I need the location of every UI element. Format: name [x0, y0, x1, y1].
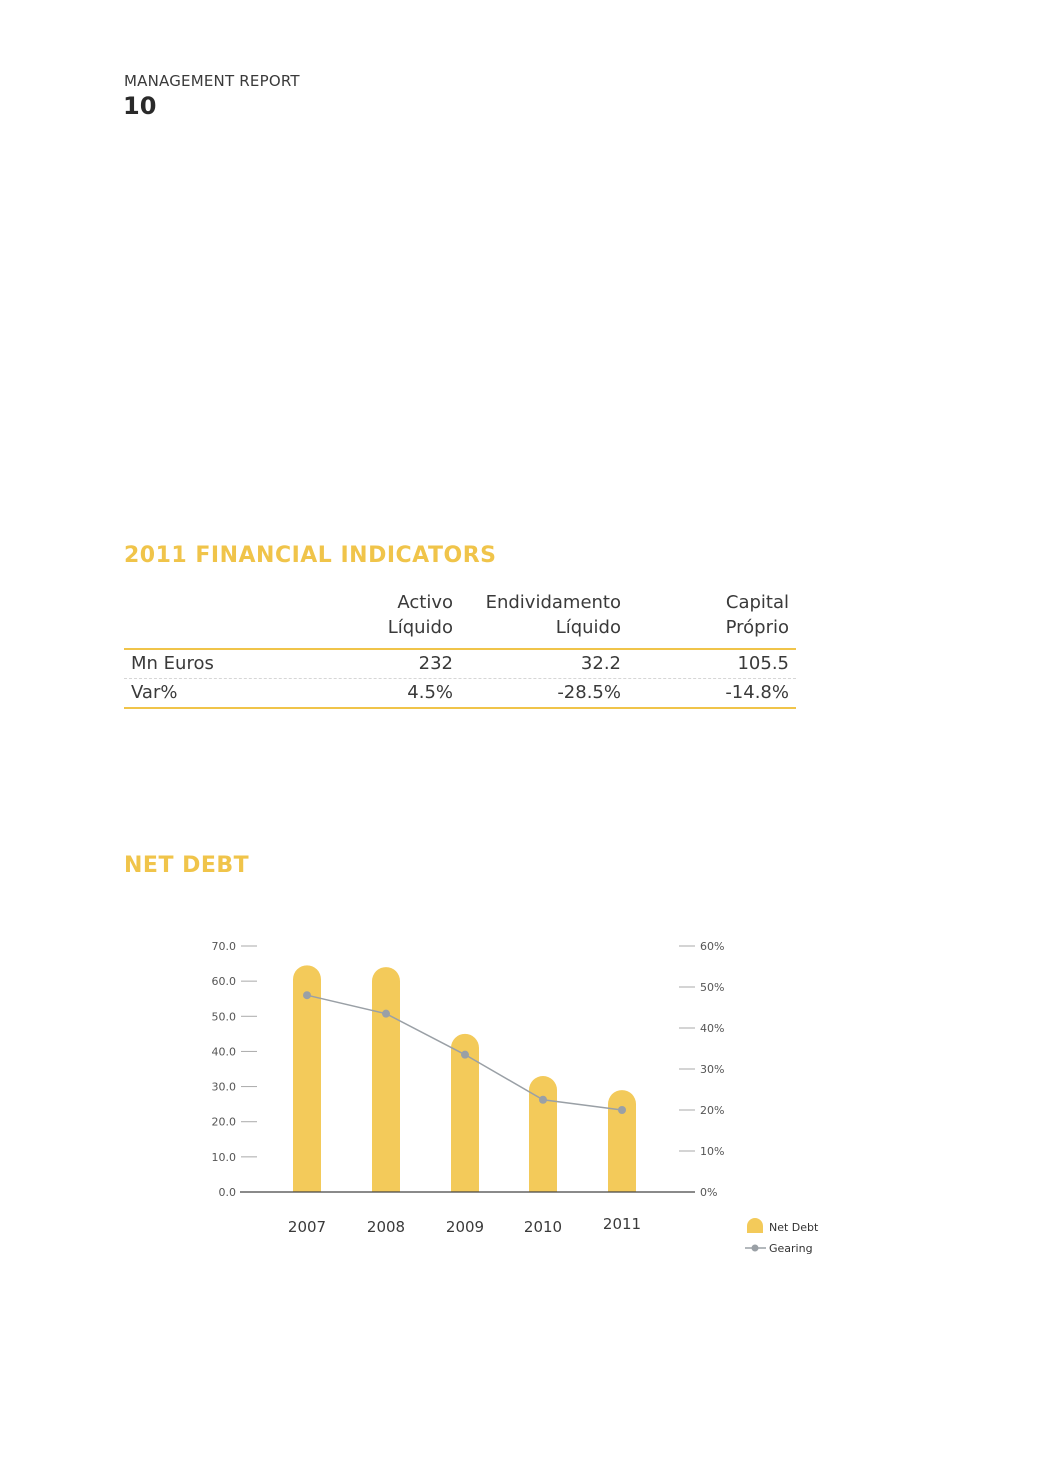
- row-label: Mn Euros: [131, 653, 214, 674]
- right-axis-tick-label: 20%: [700, 1104, 725, 1117]
- gearing-point: [382, 1010, 390, 1018]
- bar-net-debt: [372, 967, 400, 1192]
- x-axis-year-label: 2010: [523, 1218, 563, 1236]
- column-header-line: Capital: [725, 592, 789, 613]
- legend-gearing-label: Gearing: [769, 1242, 813, 1255]
- column-header-line: Endividamento: [485, 592, 621, 613]
- bar-net-debt: [608, 1090, 636, 1192]
- column-header-line: Próprio: [725, 617, 789, 638]
- header-section-label: MANAGEMENT REPORT: [124, 72, 300, 90]
- left-axis-tick-label: 20.0: [211, 1115, 236, 1129]
- legend-gearing-marker: [752, 1245, 759, 1252]
- net-debt-title: NET DEBT: [124, 853, 250, 878]
- column-header-line: Activo: [397, 592, 453, 613]
- legend-net-debt-swatch: [747, 1218, 763, 1233]
- right-axis-tick-label: 30%: [700, 1063, 725, 1076]
- row-label: Var%: [131, 682, 178, 703]
- x-axis-year-label: 2008: [366, 1218, 406, 1236]
- gearing-point: [461, 1051, 469, 1059]
- gearing-point: [303, 991, 311, 999]
- left-axis-tick-label: 10.0: [211, 1150, 236, 1164]
- bar-net-debt: [293, 965, 321, 1192]
- left-axis-tick-label: 0.0: [218, 1186, 236, 1199]
- gearing-point: [618, 1106, 626, 1114]
- table-cell: 105.5: [737, 653, 789, 674]
- column-header-line: Líquido: [387, 617, 453, 638]
- legend-net-debt-label: Net Debt: [769, 1221, 819, 1234]
- x-axis-year-label: 2011: [602, 1215, 642, 1233]
- x-axis-year-label: 2009: [445, 1218, 485, 1236]
- right-axis-tick-label: 50%: [700, 981, 725, 994]
- right-axis-tick-label: 40%: [700, 1022, 725, 1035]
- table-cell: 32.2: [580, 653, 621, 674]
- table-cell: 232: [418, 653, 453, 674]
- left-axis-tick-label: 30.0: [211, 1080, 236, 1094]
- financial-indicators-title: 2011 FINANCIAL INDICATORS: [124, 543, 497, 568]
- right-axis-tick-label: 10%: [700, 1145, 725, 1158]
- table-cell: -14.8%: [725, 682, 789, 703]
- right-axis-tick-label: 0%: [700, 1186, 718, 1199]
- x-axis-year-label: 2007: [287, 1218, 327, 1236]
- gearing-point: [539, 1096, 547, 1104]
- left-axis-tick-label: 40.0: [211, 1045, 236, 1059]
- table-cell: 4.5%: [407, 682, 453, 703]
- left-axis-tick-label: 50.0: [211, 1010, 236, 1024]
- left-axis-tick-label: 60.0: [211, 975, 236, 989]
- right-axis-tick-label: 60%: [700, 940, 725, 953]
- page-number: 10: [123, 92, 157, 120]
- left-axis-tick-label: 70.0: [211, 940, 236, 953]
- column-header-line: Líquido: [555, 617, 621, 638]
- table-cell: -28.5%: [557, 682, 621, 703]
